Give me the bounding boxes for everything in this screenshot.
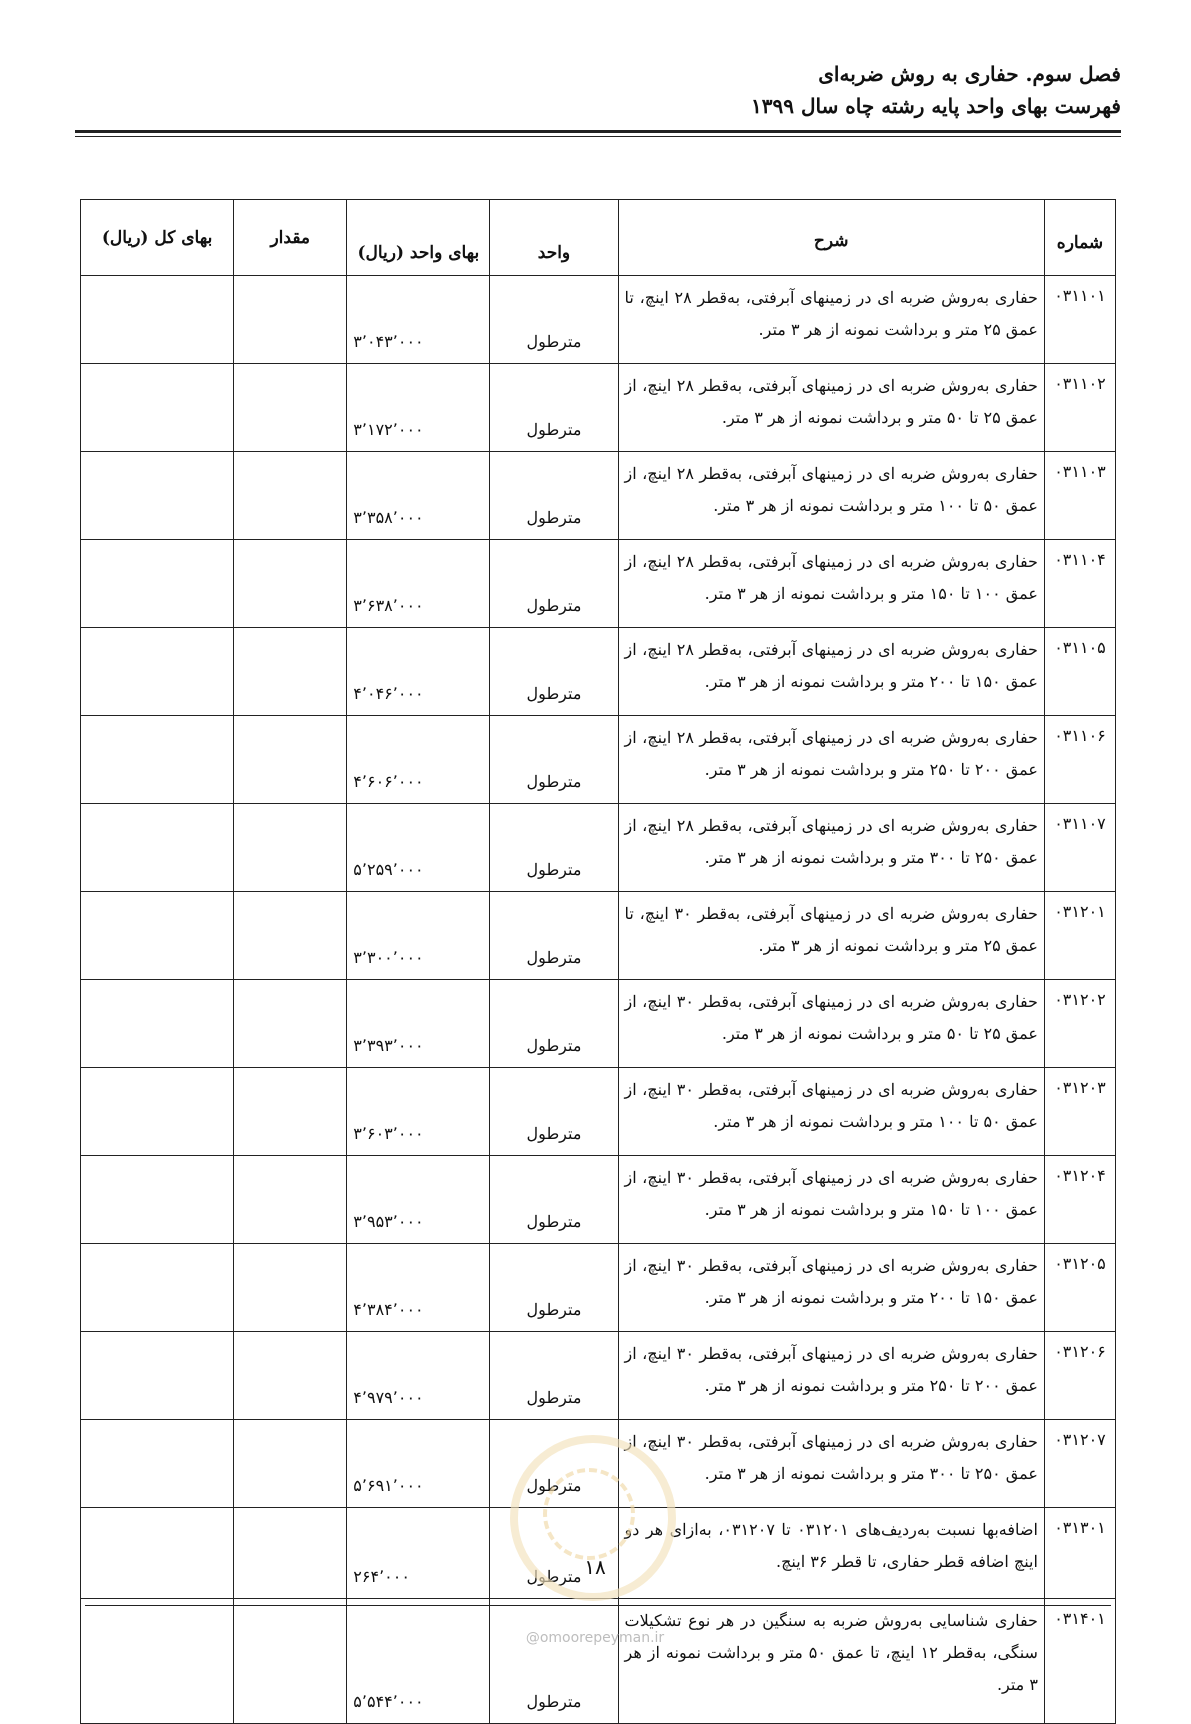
- chapter-title: فصل سوم. حفاری به روش ضربه‌ای: [818, 62, 1121, 86]
- cell-code: ۰۳۱۲۰۵: [1044, 1244, 1115, 1332]
- cell-code: ۰۳۱۲۰۲: [1044, 980, 1115, 1068]
- cell-unit: مترطول: [490, 1332, 618, 1420]
- table-row: [81, 716, 1116, 804]
- cell-unit-price: ۵٬۶۹۱٬۰۰۰: [347, 1420, 490, 1508]
- table-row: [81, 276, 1116, 364]
- cell-unit: مترطول: [490, 276, 618, 364]
- cell-desc: حفاری به‌روش ضربه ای در زمینهای آبرفتی، به‌قطر ۳۰ اینچ، از عمق ۵۰ تا ۱۰۰ متر و برداشت نمونه از هر ۳ متر.: [618, 1068, 1044, 1156]
- cell-unit-price: ۴٬۹۷۹٬۰۰۰: [347, 1332, 490, 1420]
- cell-total: [81, 1156, 234, 1244]
- cell-unit-price: ۳٬۹۵۳٬۰۰۰: [347, 1156, 490, 1244]
- cell-desc: حفاری شناسایی به‌روش ضربه به سنگین در هر نوع تشکیلات سنگی، به‌قطر ۱۲ اینچ، تا عمق ۵۰ متر و برداشت نمونه از هر ۳ متر.: [618, 1599, 1044, 1724]
- cell-desc: حفاری به‌روش ضربه ای در زمینهای آبرفتی، به‌قطر ۳۰ اینچ، از عمق ۲۰۰ تا ۲۵۰ متر و برداشت نمونه از هر ۳ متر.: [618, 1332, 1044, 1420]
- cell-code: ۰۳۱۱۰۳: [1044, 452, 1115, 540]
- cell-code: ۰۳۱۱۰۴: [1044, 540, 1115, 628]
- cell-qty: [234, 980, 347, 1068]
- cell-code: ۰۳۱۱۰۲: [1044, 364, 1115, 452]
- cell-qty: [234, 1420, 347, 1508]
- cell-desc: حفاری به‌روش ضربه ای در زمینهای آبرفتی، به‌قطر ۳۰ اینچ، تا عمق ۲۵ متر و برداشت نمونه از هر ۳ متر.: [618, 892, 1044, 980]
- cell-unit: مترطول: [490, 364, 618, 452]
- cell-total: [81, 892, 234, 980]
- cell-unit: مترطول: [490, 1156, 618, 1244]
- header-unit: واحد: [490, 200, 618, 276]
- page-header: [75, 58, 1121, 122]
- cell-qty: [234, 1068, 347, 1156]
- cell-unit-price: ۳٬۶۰۳٬۰۰۰: [347, 1068, 490, 1156]
- cell-total: [81, 1332, 234, 1420]
- cell-total: [81, 716, 234, 804]
- table-row: [81, 364, 1116, 452]
- cell-qty: [234, 540, 347, 628]
- cell-code: ۰۳۱۲۰۶: [1044, 1332, 1115, 1420]
- header-total: بهای کل (ریال): [81, 200, 234, 276]
- footer-rule: [85, 1605, 1111, 1606]
- cell-unit-price: ۵٬۵۴۴٬۰۰۰: [347, 1599, 490, 1724]
- cell-total: [81, 1420, 234, 1508]
- cell-total: [81, 980, 234, 1068]
- cell-desc: حفاری به‌روش ضربه ای در زمینهای آبرفتی، به‌قطر ۲۸ اینچ، از عمق ۲۵۰ تا ۳۰۰ متر و برداشت نمونه از هر ۳ متر.: [618, 804, 1044, 892]
- table-row: [81, 980, 1116, 1068]
- cell-total: [81, 540, 234, 628]
- cell-unit: مترطول: [490, 452, 618, 540]
- cell-unit: مترطول: [490, 540, 618, 628]
- cell-qty: [234, 276, 347, 364]
- header-rule-thick: [75, 130, 1121, 133]
- cell-desc: حفاری به‌روش ضربه ای در زمینهای آبرفتی، به‌قطر ۲۸ اینچ، از عمق ۲۰۰ تا ۲۵۰ متر و برداشت نمونه از هر ۳ متر.: [618, 716, 1044, 804]
- cell-desc: حفاری به‌روش ضربه ای در زمینهای آبرفتی، به‌قطر ۳۰ اینچ، از عمق ۱۵۰ تا ۲۰۰ متر و برداشت نمونه از هر ۳ متر.: [618, 1244, 1044, 1332]
- cell-unit: مترطول: [490, 1244, 618, 1332]
- cell-unit: مترطول: [490, 1420, 618, 1508]
- cell-unit: مترطول: [490, 980, 618, 1068]
- document-title: فهرست بهای واحد پایه رشته چاه سال ۱۳۹۹: [751, 94, 1121, 118]
- cell-unit-price: ۳٬۳۰۰٬۰۰۰: [347, 892, 490, 980]
- cell-code: ۰۳۱۳۰۱: [1044, 1508, 1115, 1599]
- cell-qty: [234, 1244, 347, 1332]
- cell-qty: [234, 892, 347, 980]
- cell-desc: حفاری به‌روش ضربه ای در زمینهای آبرفتی، به‌قطر ۲۸ اینچ، از عمق ۵۰ تا ۱۰۰ متر و برداشت نمونه از هر ۳ متر.: [618, 452, 1044, 540]
- cell-total: [81, 1508, 234, 1599]
- cell-qty: [234, 364, 347, 452]
- cell-desc: حفاری به‌روش ضربه ای در زمینهای آبرفتی، به‌قطر ۳۰ اینچ، از عمق ۱۰۰ تا ۱۵۰ متر و برداشت نمونه از هر ۳ متر.: [618, 1156, 1044, 1244]
- table-row: [81, 1599, 1116, 1724]
- cell-total: [81, 1068, 234, 1156]
- table-header-row: [81, 200, 1116, 276]
- cell-unit: مترطول: [490, 628, 618, 716]
- cell-total: [81, 804, 234, 892]
- cell-total: [81, 452, 234, 540]
- cell-unit: مترطول: [490, 1508, 618, 1599]
- cell-total: [81, 364, 234, 452]
- cell-code: ۰۳۱۱۰۱: [1044, 276, 1115, 364]
- cell-qty: [234, 1508, 347, 1599]
- table-row: [81, 1244, 1116, 1332]
- cell-qty: [234, 716, 347, 804]
- cell-desc: حفاری به‌روش ضربه ای در زمینهای آبرفتی، به‌قطر ۲۸ اینچ، از عمق ۱۵۰ تا ۲۰۰ متر و برداشت نمونه از هر ۳ متر.: [618, 628, 1044, 716]
- cell-desc: حفاری به‌روش ضربه ای در زمینهای آبرفتی، به‌قطر ۲۸ اینچ، تا عمق ۲۵ متر و برداشت نمونه از هر ۳ متر.: [618, 276, 1044, 364]
- cell-total: [81, 276, 234, 364]
- cell-code: ۰۳۱۱۰۵: [1044, 628, 1115, 716]
- cell-unit-price: ۵٬۲۵۹٬۰۰۰: [347, 804, 490, 892]
- cell-unit: مترطول: [490, 804, 618, 892]
- cell-unit-price: ۳٬۳۹۳٬۰۰۰: [347, 980, 490, 1068]
- cell-desc: حفاری به‌روش ضربه ای در زمینهای آبرفتی، به‌قطر ۲۸ اینچ، از عمق ۲۵ تا ۵۰ متر و برداشت نمونه از هر ۳ متر.: [618, 364, 1044, 452]
- cell-qty: [234, 1156, 347, 1244]
- cell-desc: حفاری به‌روش ضربه ای در زمینهای آبرفتی، به‌قطر ۳۰ اینچ، از عمق ۲۵۰ تا ۳۰۰ متر و برداشت نمونه از هر ۳ متر.: [618, 1420, 1044, 1508]
- table-row: [81, 1332, 1116, 1420]
- cell-qty: [234, 1599, 347, 1724]
- cell-unit-price: ۳٬۱۷۲٬۰۰۰: [347, 364, 490, 452]
- cell-unit-price: ۴٬۳۸۴٬۰۰۰: [347, 1244, 490, 1332]
- cell-code: ۰۳۱۲۰۷: [1044, 1420, 1115, 1508]
- cell-code: ۰۳۱۴۰۱: [1044, 1599, 1115, 1724]
- cell-unit-price: ۳٬۶۳۸٬۰۰۰: [347, 540, 490, 628]
- cell-unit: مترطول: [490, 716, 618, 804]
- cell-unit-price: ۳٬۰۴۳٬۰۰۰: [347, 276, 490, 364]
- cell-qty: [234, 804, 347, 892]
- page-number: ۱۸: [584, 1555, 606, 1579]
- cell-total: [81, 1599, 234, 1724]
- header-code: شماره: [1044, 200, 1115, 276]
- cell-code: ۰۳۱۱۰۷: [1044, 804, 1115, 892]
- cell-qty: [234, 452, 347, 540]
- table-row: [81, 892, 1116, 980]
- header-rule-thin: [75, 136, 1121, 137]
- cell-desc: حفاری به‌روش ضربه ای در زمینهای آبرفتی، به‌قطر ۳۰ اینچ، از عمق ۲۵ تا ۵۰ متر و برداشت نمونه از هر ۳ متر.: [618, 980, 1044, 1068]
- cell-total: [81, 1244, 234, 1332]
- cell-code: ۰۳۱۱۰۶: [1044, 716, 1115, 804]
- table-row: [81, 628, 1116, 716]
- cell-total: [81, 628, 234, 716]
- website-label: @omoorepeyman.ir: [525, 1630, 665, 1646]
- cell-qty: [234, 628, 347, 716]
- cell-unit: مترطول: [490, 892, 618, 980]
- cell-desc: اضافه‌بها نسبت به‌ردیف‌های ۰۳۱۲۰۱ تا ۰۳۱۲۰۷، به‌ازای هر دو اینچ اضافه قطر حفاری، تا قطر ۳۶ اینچ.: [618, 1508, 1044, 1599]
- cell-qty: [234, 1332, 347, 1420]
- table-row: [81, 540, 1116, 628]
- cell-code: ۰۳۱۲۰۳: [1044, 1068, 1115, 1156]
- table-row: [81, 804, 1116, 892]
- cell-unit-price: ۲۶۴٬۰۰۰: [347, 1508, 490, 1599]
- header-desc: شرح: [618, 200, 1044, 276]
- header-unit-price: بهای واحد (ریال): [347, 200, 490, 276]
- table-row: [81, 1156, 1116, 1244]
- cell-desc: حفاری به‌روش ضربه ای در زمینهای آبرفتی، به‌قطر ۲۸ اینچ، از عمق ۱۰۰ تا ۱۵۰ متر و برداشت نمونه از هر ۳ متر.: [618, 540, 1044, 628]
- table-row: [81, 452, 1116, 540]
- table-row: [81, 1068, 1116, 1156]
- cell-code: ۰۳۱۲۰۴: [1044, 1156, 1115, 1244]
- cell-unit: مترطول: [490, 1599, 618, 1724]
- cell-unit-price: ۴٬۶۰۶٬۰۰۰: [347, 716, 490, 804]
- cell-unit-price: ۳٬۳۵۸٬۰۰۰: [347, 452, 490, 540]
- cell-unit: مترطول: [490, 1068, 618, 1156]
- cell-code: ۰۳۱۲۰۱: [1044, 892, 1115, 980]
- cell-unit-price: ۴٬۰۴۶٬۰۰۰: [347, 628, 490, 716]
- header-qty: مقدار: [234, 200, 347, 276]
